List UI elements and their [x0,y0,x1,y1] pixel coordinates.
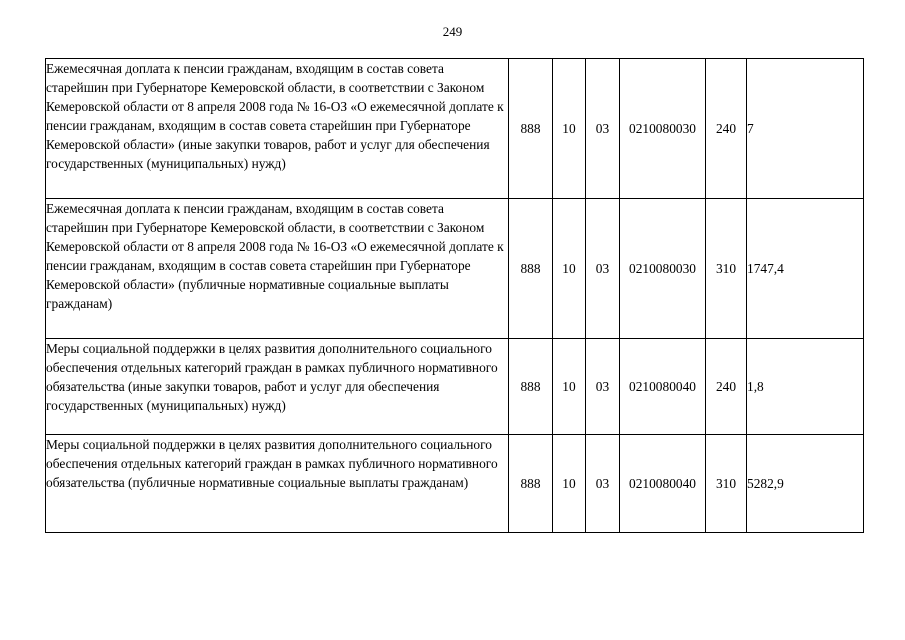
subsection-code: 03 [586,435,620,533]
expense-type-code: 310 [706,435,747,533]
amount: 5282,9 [747,435,864,533]
target-article-code: 0210080040 [620,339,706,435]
expense-type-code: 240 [706,339,747,435]
table-row [46,59,864,199]
amount: 1,8 [747,339,864,435]
section-code: 10 [553,435,586,533]
table-row [46,435,864,533]
subsection-code: 03 [586,339,620,435]
subsection-code: 03 [586,199,620,339]
row-description: Меры социальной поддержки в целях развития дополнительного социального обеспечения отдельных категорий граждан в рамках публичного нормативного обязательства (иные закупки товаров, работ и услуг для обеспечения государственных (муниципальных) нужд) [46,339,509,435]
target-article-code: 0210080030 [620,199,706,339]
page-number: 249 [442,24,463,39]
section-code: 10 [553,339,586,435]
subsection-code: 03 [586,59,620,199]
row-description: Ежемесячная доплата к пенсии гражданам, входящим в состав совета старейшин при Губернаторе Кемеровской области, в соответствии с Законом Кемеровской области от 8 апреля 2008 года № 16-ОЗ «О ежемесячной доплате к пенсии гражданам, входящим в состав совета старейшин при Губернаторе Кемеровской области» (иные закупки товаров, работ и услуг для обеспечения государственных (муниципальных) нужд) [46,59,509,199]
ministry-code: 888 [509,59,553,199]
section-code: 10 [553,199,586,339]
ministry-code: 888 [509,339,553,435]
ministry-code: 888 [509,199,553,339]
target-article-code: 0210080040 [620,435,706,533]
amount: 1747,4 [747,199,864,339]
expense-type-code: 310 [706,199,747,339]
section-code: 10 [553,59,586,199]
target-article-code: 0210080030 [620,59,706,199]
budget-table [45,58,864,533]
row-description: Меры социальной поддержки в целях развития дополнительного социального обеспечения отдельных категорий граждан в рамках публичного нормативного обязательства (публичные нормативные социальные выплаты гражданам) [46,435,509,533]
expense-type-code: 240 [706,59,747,199]
ministry-code: 888 [509,435,553,533]
table-row [46,339,864,435]
row-description: Ежемесячная доплата к пенсии гражданам, входящим в состав совета старейшин при Губернаторе Кемеровской области, в соответствии с Законом Кемеровской области от 8 апреля 2008 года № 16-ОЗ «О ежемесячной доплате к пенсии гражданам, входящим в состав совета старейшин при Губернаторе Кемеровской области» (публичные нормативные социальные выплаты гражданам) [46,199,509,339]
table-row [46,199,864,339]
amount: 7 [747,59,864,199]
